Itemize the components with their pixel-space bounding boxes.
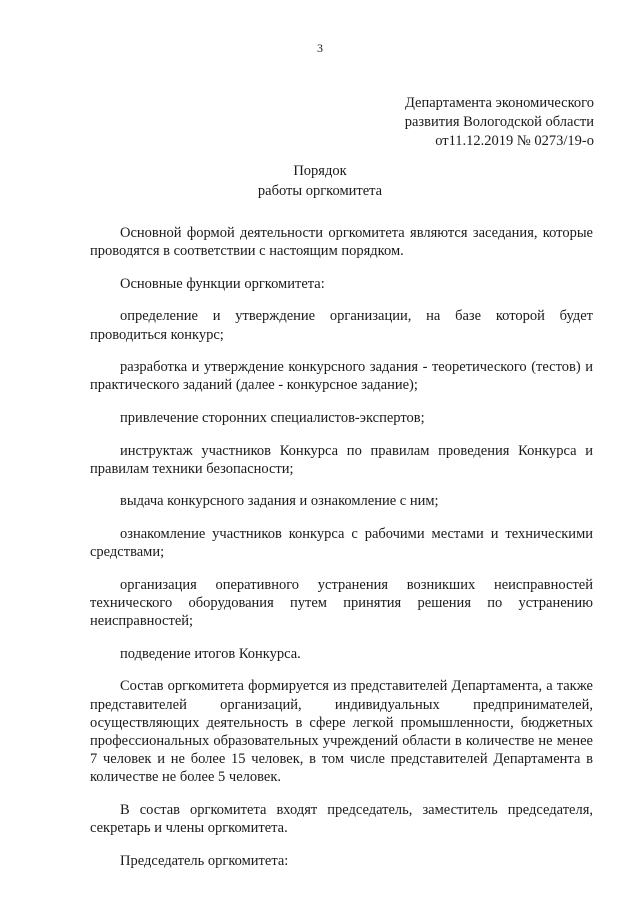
title-line-1: Порядок — [293, 163, 347, 179]
paragraph: выдача конкурсного задания и ознакомление с ним; — [120, 493, 439, 510]
header-line-department: Департамента экономического — [404, 95, 594, 111]
title-line-2: работы оргкомитета — [257, 183, 383, 199]
paragraph: определение и утверждение организации, на базе которой будет проводиться конкурс; — [90, 308, 593, 343]
paragraph: привлечение сторонних специалистов-экспертов; — [120, 409, 425, 426]
header-line-region: развития Вологодской области — [404, 114, 594, 130]
page-number: 3 — [317, 41, 323, 55]
paragraph: организация оперативного устранения возникших неисправностей технического оборудования путем принятия решения по устранению неисправностей; — [90, 576, 593, 630]
paragraph: подведение итогов Конкурса. — [120, 645, 301, 662]
document-body — [90, 224, 593, 884]
document-title — [0, 161, 640, 201]
document-header — [334, 94, 594, 151]
paragraph: Основные функции оргкомитета: — [120, 275, 325, 292]
paragraph: В состав оргкомитета входят председатель, заместитель председателя, секретарь и члены оргкомитета. — [90, 801, 593, 837]
paragraph: Состав оргкомитета формируется из представителей Департамента, а также представителей организаций, индивидуальных предпринимателей, осуществляющих деятельность в сфере легкой промышленности, бюджетных профессиональных образовательных учреждений области в количестве не менее 7 человек и не более 15 человек, в том числе представителей Департамента в количестве не более 5 человек. — [90, 678, 593, 786]
paragraph: Председатель оргкомитета: — [120, 852, 289, 869]
header-line-order-number: от11.12.2019 № 0273/19-о — [435, 133, 594, 149]
paragraph: разработка и утверждение конкурсного задания - теоретического (тестов) и практического заданий (далее - конкурсное задание); — [90, 359, 593, 394]
paragraph: инструктаж участников Конкурса по правилам проведения Конкурса и правилам техники безопасности; — [90, 442, 593, 477]
paragraph: Основной формой деятельности оргкомитета являются заседания, которые проводятся в соответствии с настоящим порядком. — [90, 225, 593, 260]
paragraph: ознакомление участников конкурса с рабочими местами и техническими средствами; — [90, 525, 593, 561]
